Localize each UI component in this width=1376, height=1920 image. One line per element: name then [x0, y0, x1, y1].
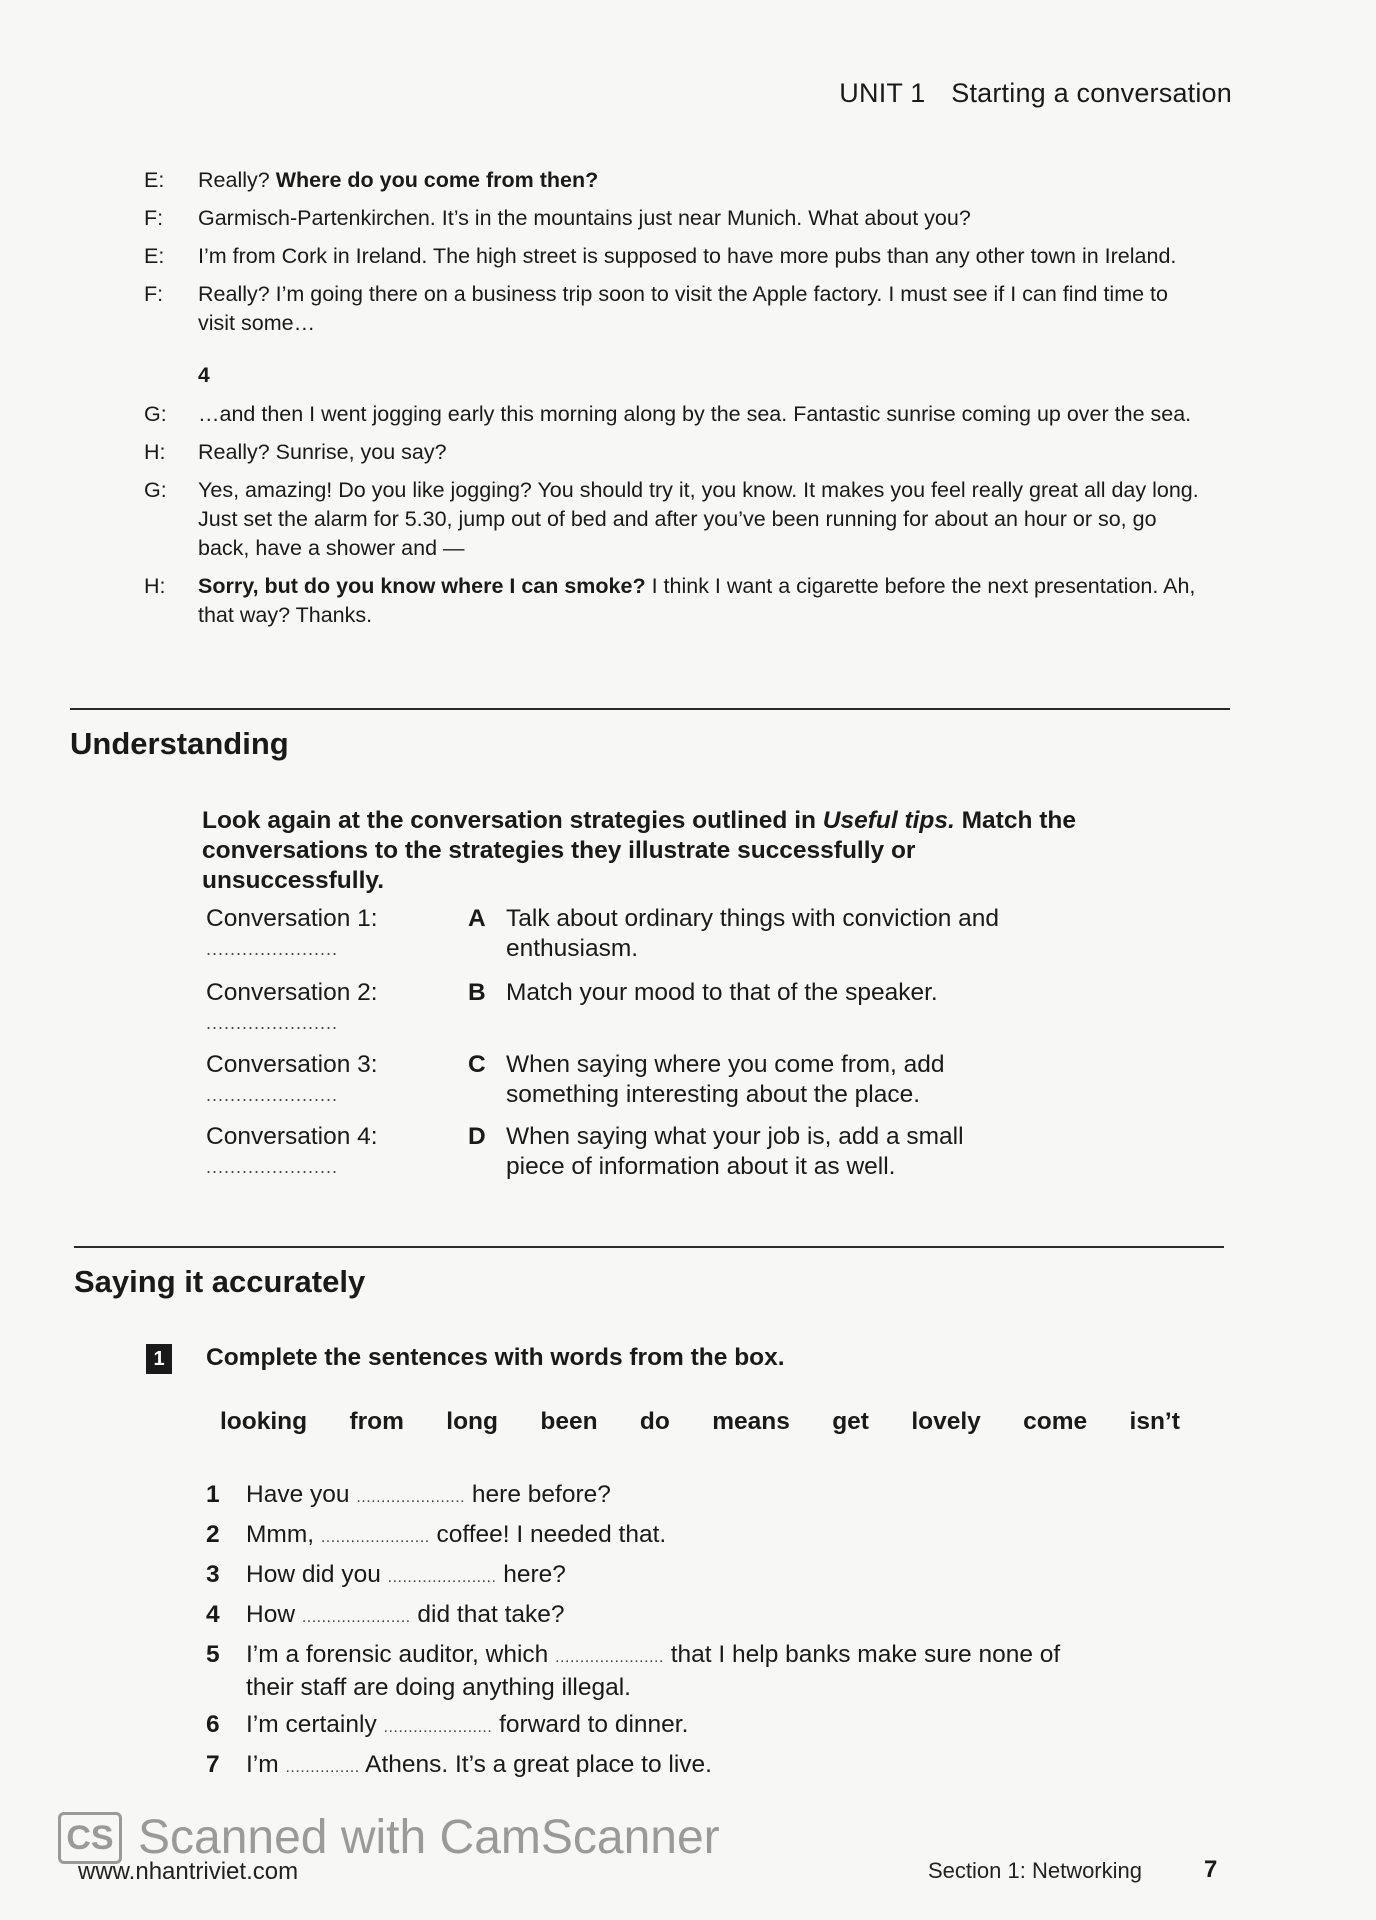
- box-word: lovely: [911, 1408, 981, 1435]
- answer-blank[interactable]: ......................: [206, 1085, 339, 1105]
- strategy-text: When saying where you come from, add something interesting about the place.: [506, 1051, 945, 1108]
- sentence-after: that I help banks make sure none of their staff are doing anything illegal.: [246, 1641, 1061, 1701]
- footer-section-label: Section 1: Networking: [928, 1858, 1142, 1883]
- dialogue-line: [144, 476, 1204, 563]
- section-title-understanding: Understanding: [70, 726, 289, 761]
- speaker-label: F:: [144, 206, 164, 230]
- dialogue-text: [198, 572, 1204, 630]
- strategy-text: Match your mood to that of the speaker.: [506, 979, 938, 1006]
- sentence-text: [246, 1520, 666, 1553]
- sentence-number: 1: [206, 1481, 220, 1508]
- instruction-text: Look again at the conversation strategies outlined in: [202, 807, 823, 834]
- conversation-label: [206, 904, 426, 960]
- dialogue-phrase: Garmisch-Partenkirchen. It’s in the mountains just near Munich. What about you?: [198, 206, 971, 230]
- fill-in-blank[interactable]: ......................: [383, 1719, 493, 1736]
- instruction-text-rest: Match the conversations to the strategies they illustrate successfully or unsuccessfully.: [202, 807, 1076, 894]
- sentence-list: [206, 1480, 1106, 1790]
- speaker-label: G:: [144, 478, 167, 502]
- box-word: do: [639, 1408, 670, 1435]
- instruction-italic: Useful tips.: [822, 807, 955, 834]
- fill-in-blank[interactable]: ......................: [356, 1489, 466, 1506]
- dialogue-bold-phrase: Where do you come from then?: [275, 168, 599, 192]
- exercise-sentence: [206, 1560, 1106, 1593]
- dialogue-phrase: …and then I went jogging early this morning along by the sea. Fantastic sunrise coming up over the sea.: [198, 402, 1192, 426]
- fill-in-blank[interactable]: ......................: [320, 1529, 430, 1546]
- box-word: means: [712, 1408, 790, 1435]
- dialogue-conversation-3: [144, 166, 1204, 338]
- dialogue-line: [144, 204, 1204, 233]
- matching-row: [206, 1050, 1026, 1116]
- sentence-before: How did you: [246, 1561, 388, 1588]
- exercise-sentence: [206, 1520, 1106, 1553]
- strategy-text: When saying what your job is, add a small piece of information about it as well.: [506, 1123, 964, 1180]
- speaker-label: E:: [144, 244, 165, 268]
- dialogue-text: [198, 166, 1204, 195]
- sentence-text: [246, 1480, 611, 1513]
- sentence-number: 6: [206, 1711, 220, 1738]
- exercise-number-badge: 1: [146, 1344, 172, 1374]
- sentence-text: [246, 1600, 565, 1633]
- sentence-before: I’m: [246, 1751, 286, 1778]
- matching-row: [206, 904, 1026, 970]
- dialogue-phrase: I’m from Cork in Ireland. The high street is supposed to have more pubs than any other town in Ireland.: [198, 244, 1177, 268]
- conversation-name: Conversation 4:: [206, 1123, 378, 1150]
- understanding-instruction: [202, 806, 1082, 896]
- exercise-instruction: Complete the sentences with words from the box.: [206, 1344, 785, 1371]
- page-number: 7: [1204, 1856, 1218, 1883]
- dialogue-conversation-4: [144, 400, 1204, 630]
- sentence-text: [246, 1560, 566, 1593]
- sentence-after: did that take?: [410, 1601, 565, 1628]
- dialogue-text: [198, 476, 1204, 563]
- conversation-label: [206, 978, 426, 1034]
- speaker-label: H:: [144, 574, 166, 598]
- fill-in-blank[interactable]: ......................: [387, 1569, 497, 1586]
- sentence-after: Athens. It’s a great place to live.: [359, 1751, 712, 1778]
- conversation-name: Conversation 2:: [206, 979, 378, 1006]
- strategy-letter: B: [468, 979, 486, 1006]
- dialogue-bold-phrase: Sorry, but do you know where I can smoke?: [198, 574, 646, 598]
- word-box: [220, 1408, 1180, 1436]
- exercise-sentence: [206, 1750, 1106, 1783]
- answer-blank[interactable]: ......................: [206, 939, 339, 959]
- sentence-before: Mmm,: [246, 1521, 321, 1548]
- box-word: isn’t: [1129, 1408, 1180, 1435]
- fill-in-blank[interactable]: ......................: [555, 1649, 664, 1666]
- strategy-text: Talk about ordinary things with conviction and enthusiasm.: [506, 905, 1000, 962]
- unit-label: UNIT 1: [839, 78, 926, 108]
- sentence-after: here?: [496, 1561, 566, 1588]
- speaker-label: G:: [144, 402, 167, 426]
- dialogue-text: [198, 242, 1204, 271]
- sentence-after: coffee! I needed that.: [429, 1521, 667, 1548]
- dialogue-transcript: [144, 166, 1204, 639]
- dialogue-phrase: I think I want a cigarette before the next presentation. Ah, that way? Thanks.: [198, 574, 1196, 627]
- exercise-sentence: [206, 1640, 1106, 1703]
- fill-in-blank[interactable]: ......................: [301, 1609, 411, 1626]
- unit-header: [839, 78, 1232, 109]
- dialogue-line: [144, 280, 1204, 338]
- sentence-after: forward to dinner.: [492, 1711, 689, 1738]
- strategy-letter: D: [468, 1123, 486, 1150]
- exercise-sentence: [206, 1600, 1106, 1633]
- website-url: www.nhantriviet.com: [78, 1858, 299, 1885]
- sentence-text: [246, 1640, 1106, 1703]
- answer-blank[interactable]: ......................: [206, 1157, 339, 1177]
- exercise-sentence: [206, 1480, 1106, 1513]
- dialogue-phrase: Really? Sunrise, you say?: [198, 440, 447, 464]
- section-title-saying: Saying it accurately: [74, 1264, 366, 1299]
- box-word: been: [540, 1408, 598, 1435]
- sentence-after: here before?: [465, 1481, 611, 1508]
- sentence-before: I’m a forensic auditor, which: [246, 1641, 556, 1668]
- box-word: long: [446, 1408, 498, 1435]
- conversation-name: Conversation 3:: [206, 1051, 378, 1078]
- fill-in-blank[interactable]: ...............: [285, 1759, 360, 1776]
- sentence-text: [246, 1750, 712, 1783]
- sentence-number: 7: [206, 1751, 220, 1778]
- box-word: come: [1023, 1408, 1088, 1435]
- sentence-number: 5: [206, 1641, 220, 1668]
- sentence-number: 4: [206, 1601, 220, 1628]
- dialogue-line: [144, 166, 1204, 195]
- dialogue-phrase: Really?: [198, 168, 276, 192]
- camscanner-watermark: [58, 1810, 720, 1865]
- conversation-label: [206, 1050, 426, 1106]
- conversation-label: [206, 1122, 426, 1178]
- dialogue-line: [144, 400, 1204, 429]
- exercise-sentence: [206, 1710, 1106, 1743]
- conversation-number: 4: [198, 364, 210, 387]
- sentence-number: 2: [206, 1521, 220, 1548]
- strategy-letter: A: [468, 905, 486, 932]
- sentence-before: Have you: [246, 1481, 357, 1508]
- box-word: looking: [220, 1408, 308, 1435]
- dialogue-text: [198, 204, 1204, 233]
- sentence-number: 3: [206, 1561, 220, 1588]
- dialogue-text: [198, 400, 1204, 429]
- sentence-before: I’m certainly: [246, 1711, 384, 1738]
- box-word: get: [832, 1408, 869, 1435]
- section-divider: [74, 1246, 1224, 1248]
- dialogue-text: [198, 438, 1204, 467]
- speaker-label: E:: [144, 168, 165, 192]
- sentence-text: [246, 1710, 688, 1743]
- dialogue-line: [144, 572, 1204, 630]
- strategy-letter: C: [468, 1051, 486, 1078]
- dialogue-line: [144, 242, 1204, 271]
- dialogue-phrase: Yes, amazing! Do you like jogging? You should try it, you know. It makes you feel really great all day long. Just set the alarm for 5.30, jump out of bed and after you’ve been running for about an hour or so, go back, have a shower and —: [198, 478, 1199, 560]
- speaker-label: H:: [144, 440, 166, 464]
- matching-row: [206, 978, 1026, 1044]
- dialogue-text: [198, 280, 1204, 338]
- dialogue-phrase: Really? I’m going there on a business trip soon to visit the Apple factory. I must see if I can find time to visit some…: [198, 282, 1168, 335]
- watermark-text: Scanned with CamScanner: [138, 1811, 720, 1864]
- matching-row: [206, 1122, 1026, 1188]
- unit-title: Starting a conversation: [951, 78, 1232, 108]
- box-word: from: [349, 1408, 404, 1435]
- dialogue-line: [144, 438, 1204, 467]
- camscanner-logo-icon: CS: [58, 1812, 122, 1864]
- conversation-name: Conversation 1:: [206, 905, 378, 932]
- answer-blank[interactable]: ......................: [206, 1013, 339, 1033]
- sentence-before: How: [246, 1601, 302, 1628]
- speaker-label: F:: [144, 282, 164, 306]
- section-divider: [70, 708, 1230, 710]
